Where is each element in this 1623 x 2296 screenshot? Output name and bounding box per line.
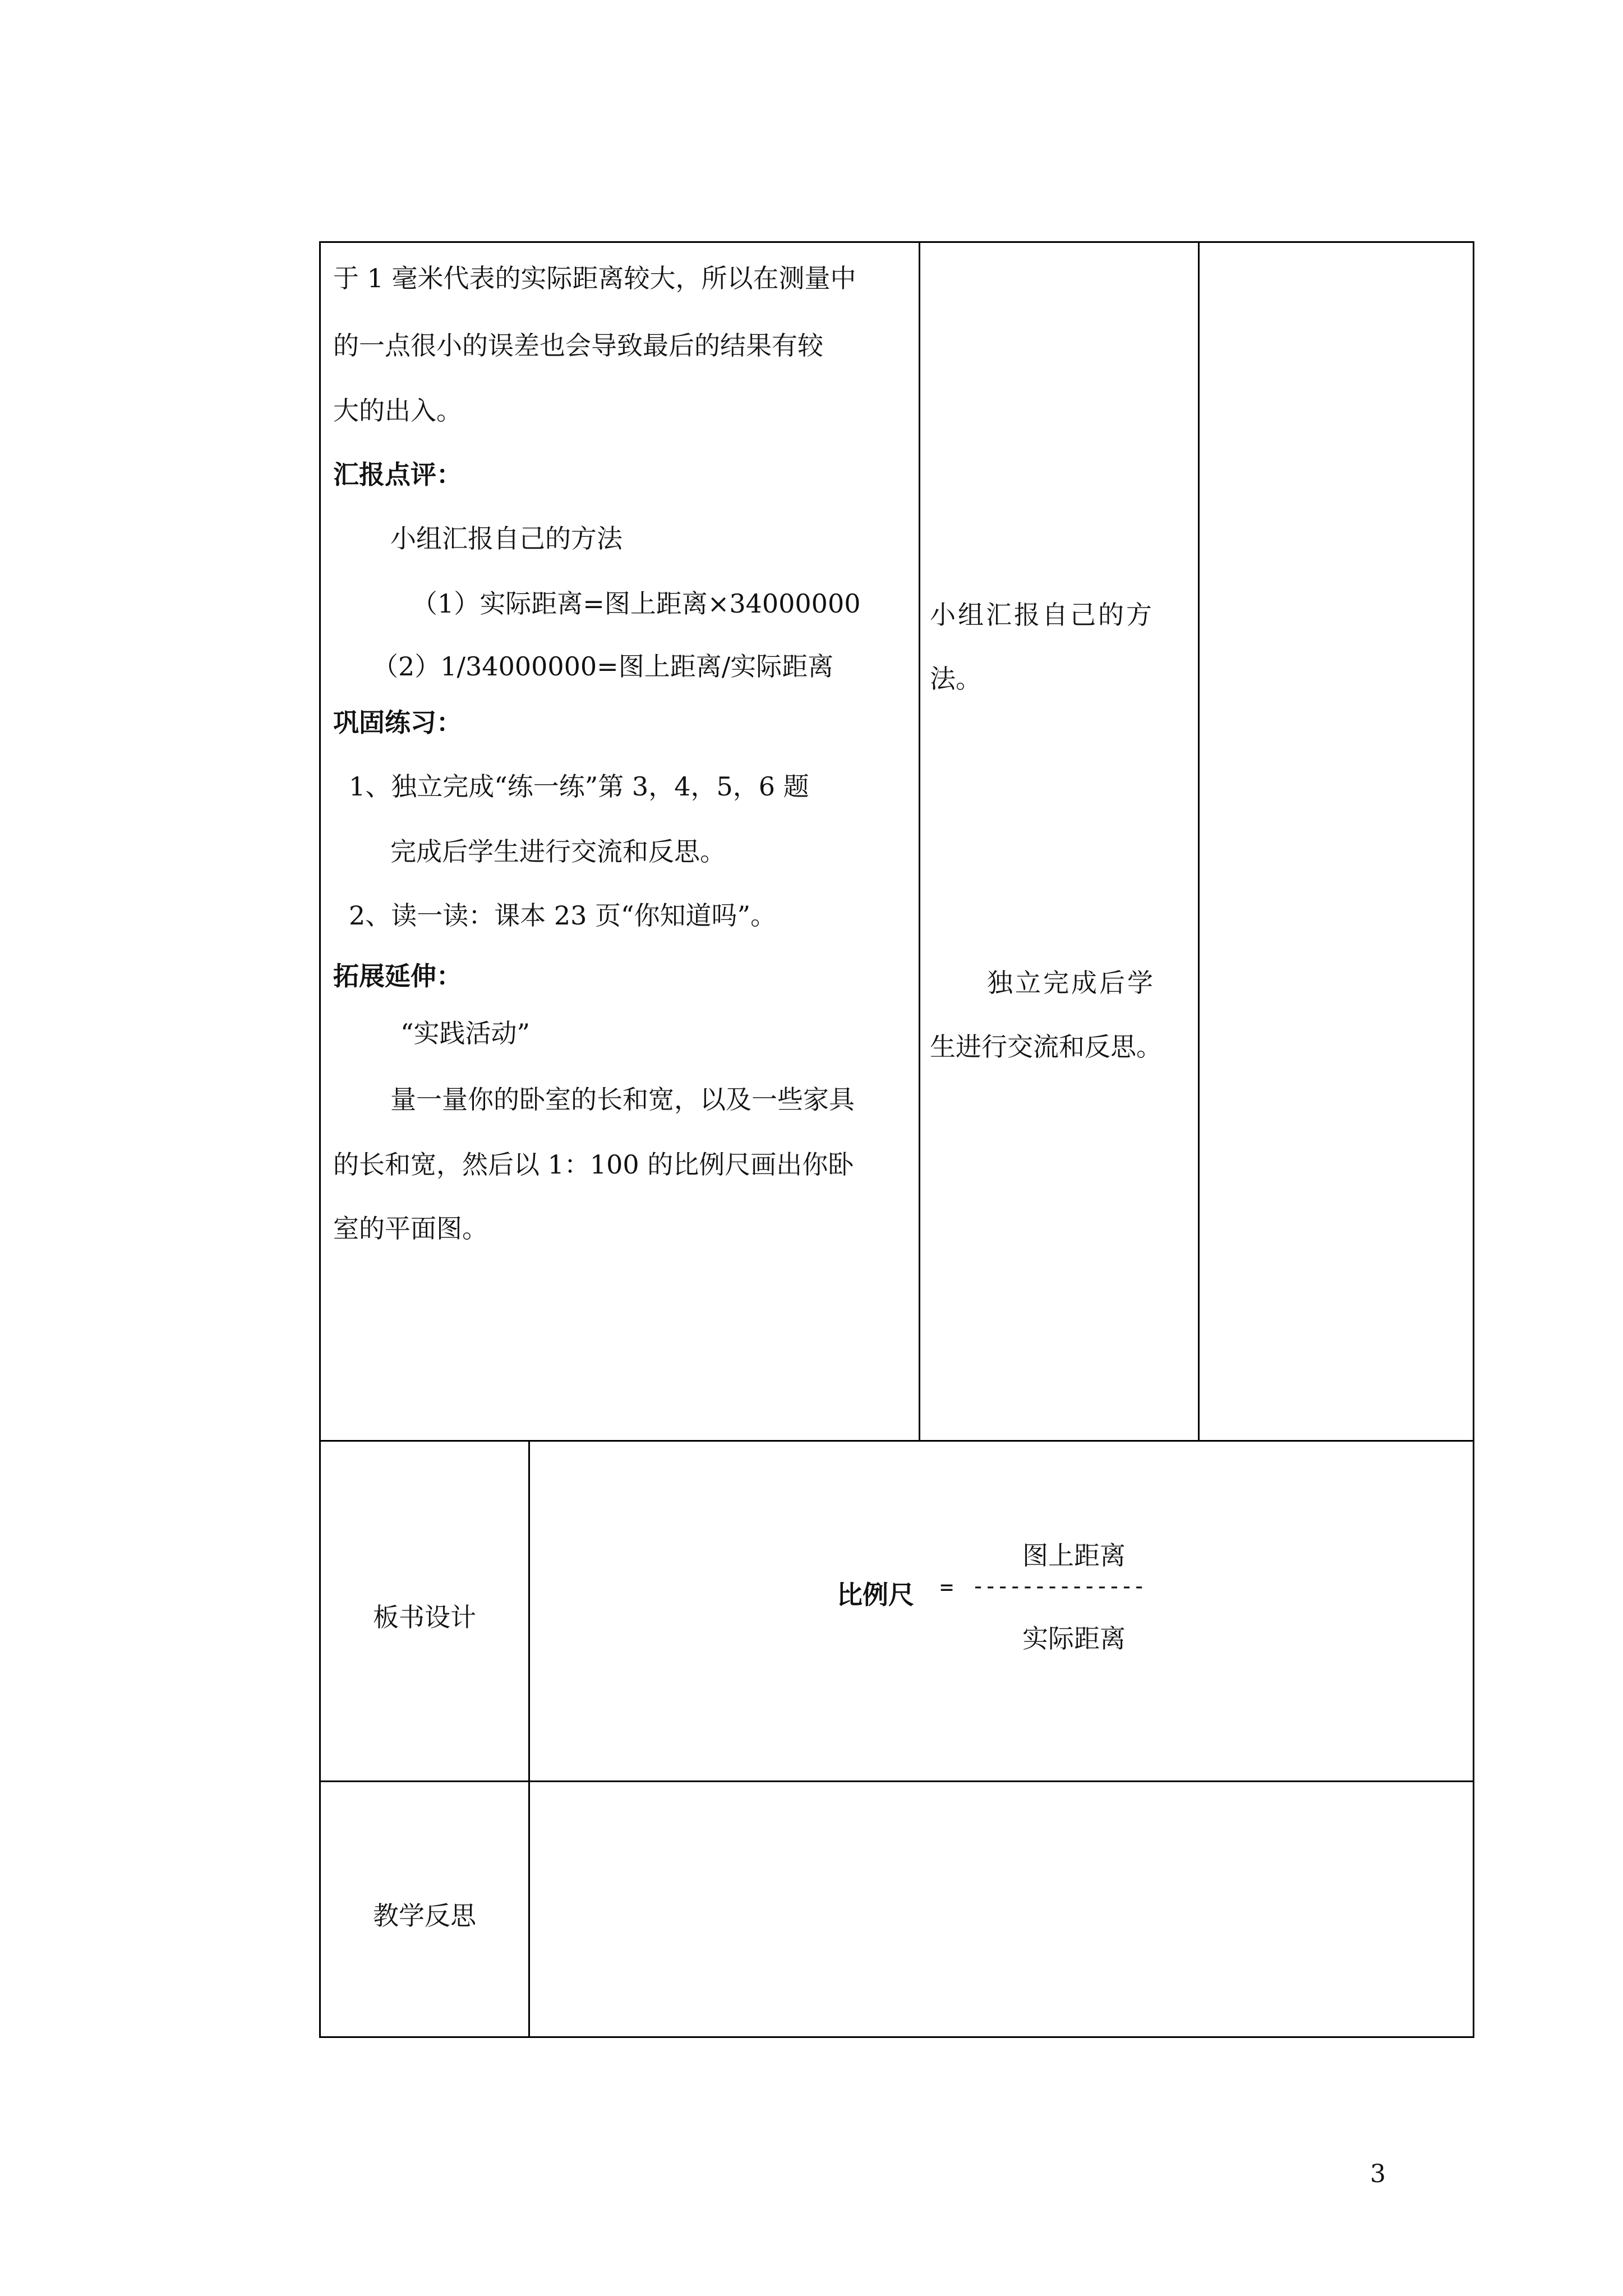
- reflection-content: [545, 1805, 1442, 2007]
- section-heading-extend: 拓展延伸：: [333, 961, 462, 991]
- teaching-reflection-label: 教学反思: [373, 1901, 476, 1931]
- text-line: 1、独立完成“练一练”第 3，4，5，6 题: [349, 771, 809, 802]
- column-divider: [528, 1440, 530, 1780]
- text-line: 量一量你的卧室的长和宽，以及一些家具: [390, 1084, 855, 1115]
- formula-method-2: （2）1/34000000=图上距离/实际距离: [372, 651, 834, 682]
- section-heading-review: 汇报点评：: [333, 459, 462, 490]
- text-line: 小组汇报自己的方: [930, 600, 1154, 630]
- board-design-row: [319, 1440, 1474, 1782]
- section-heading-practice: 巩固练习：: [333, 707, 462, 738]
- lesson-process-table: [319, 241, 1474, 1442]
- column-divider: [528, 1782, 530, 2036]
- formula-numerator: 图上距离: [1022, 1540, 1126, 1571]
- text-line: 的一点很小的误差也会导致最后的结果有较: [333, 330, 823, 361]
- activity-title: “实践活动”: [400, 1018, 531, 1048]
- page-number: 3: [1370, 2160, 1386, 2188]
- text-line: 大的出入。: [333, 395, 462, 426]
- text-line: 于 1 毫米代表的实际距离较大，所以在测量中: [333, 263, 856, 293]
- text-line: 小组汇报自己的方法: [390, 523, 623, 554]
- text-line: 2、读一读：课本 23 页“你知道吗”。: [349, 900, 777, 931]
- formula-fraction-bar: --------------: [971, 1573, 1145, 1599]
- column-divider: [919, 243, 920, 1440]
- formula-equals: =: [940, 1575, 954, 1600]
- text-line: 完成后学生进行交流和反思。: [390, 836, 726, 867]
- text-line: 法。: [930, 664, 981, 694]
- board-design-label: 板书设计: [373, 1602, 476, 1632]
- formula-method-1: （1）实际距离=图上距离×34000000: [412, 588, 861, 619]
- text-line: 生进行交流和反思。: [930, 1032, 1162, 1062]
- text-line: 独立完成后学: [987, 968, 1155, 998]
- column-divider: [1198, 243, 1200, 1440]
- text-line: 室的平面图。: [333, 1213, 488, 1244]
- teaching-reflection-row: [319, 1780, 1474, 2038]
- formula-denominator: 实际距离: [1022, 1623, 1126, 1654]
- formula-term: 比例尺: [837, 1580, 914, 1610]
- text-line: 的长和宽，然后以 1：100 的比例尺画出你卧: [333, 1149, 854, 1180]
